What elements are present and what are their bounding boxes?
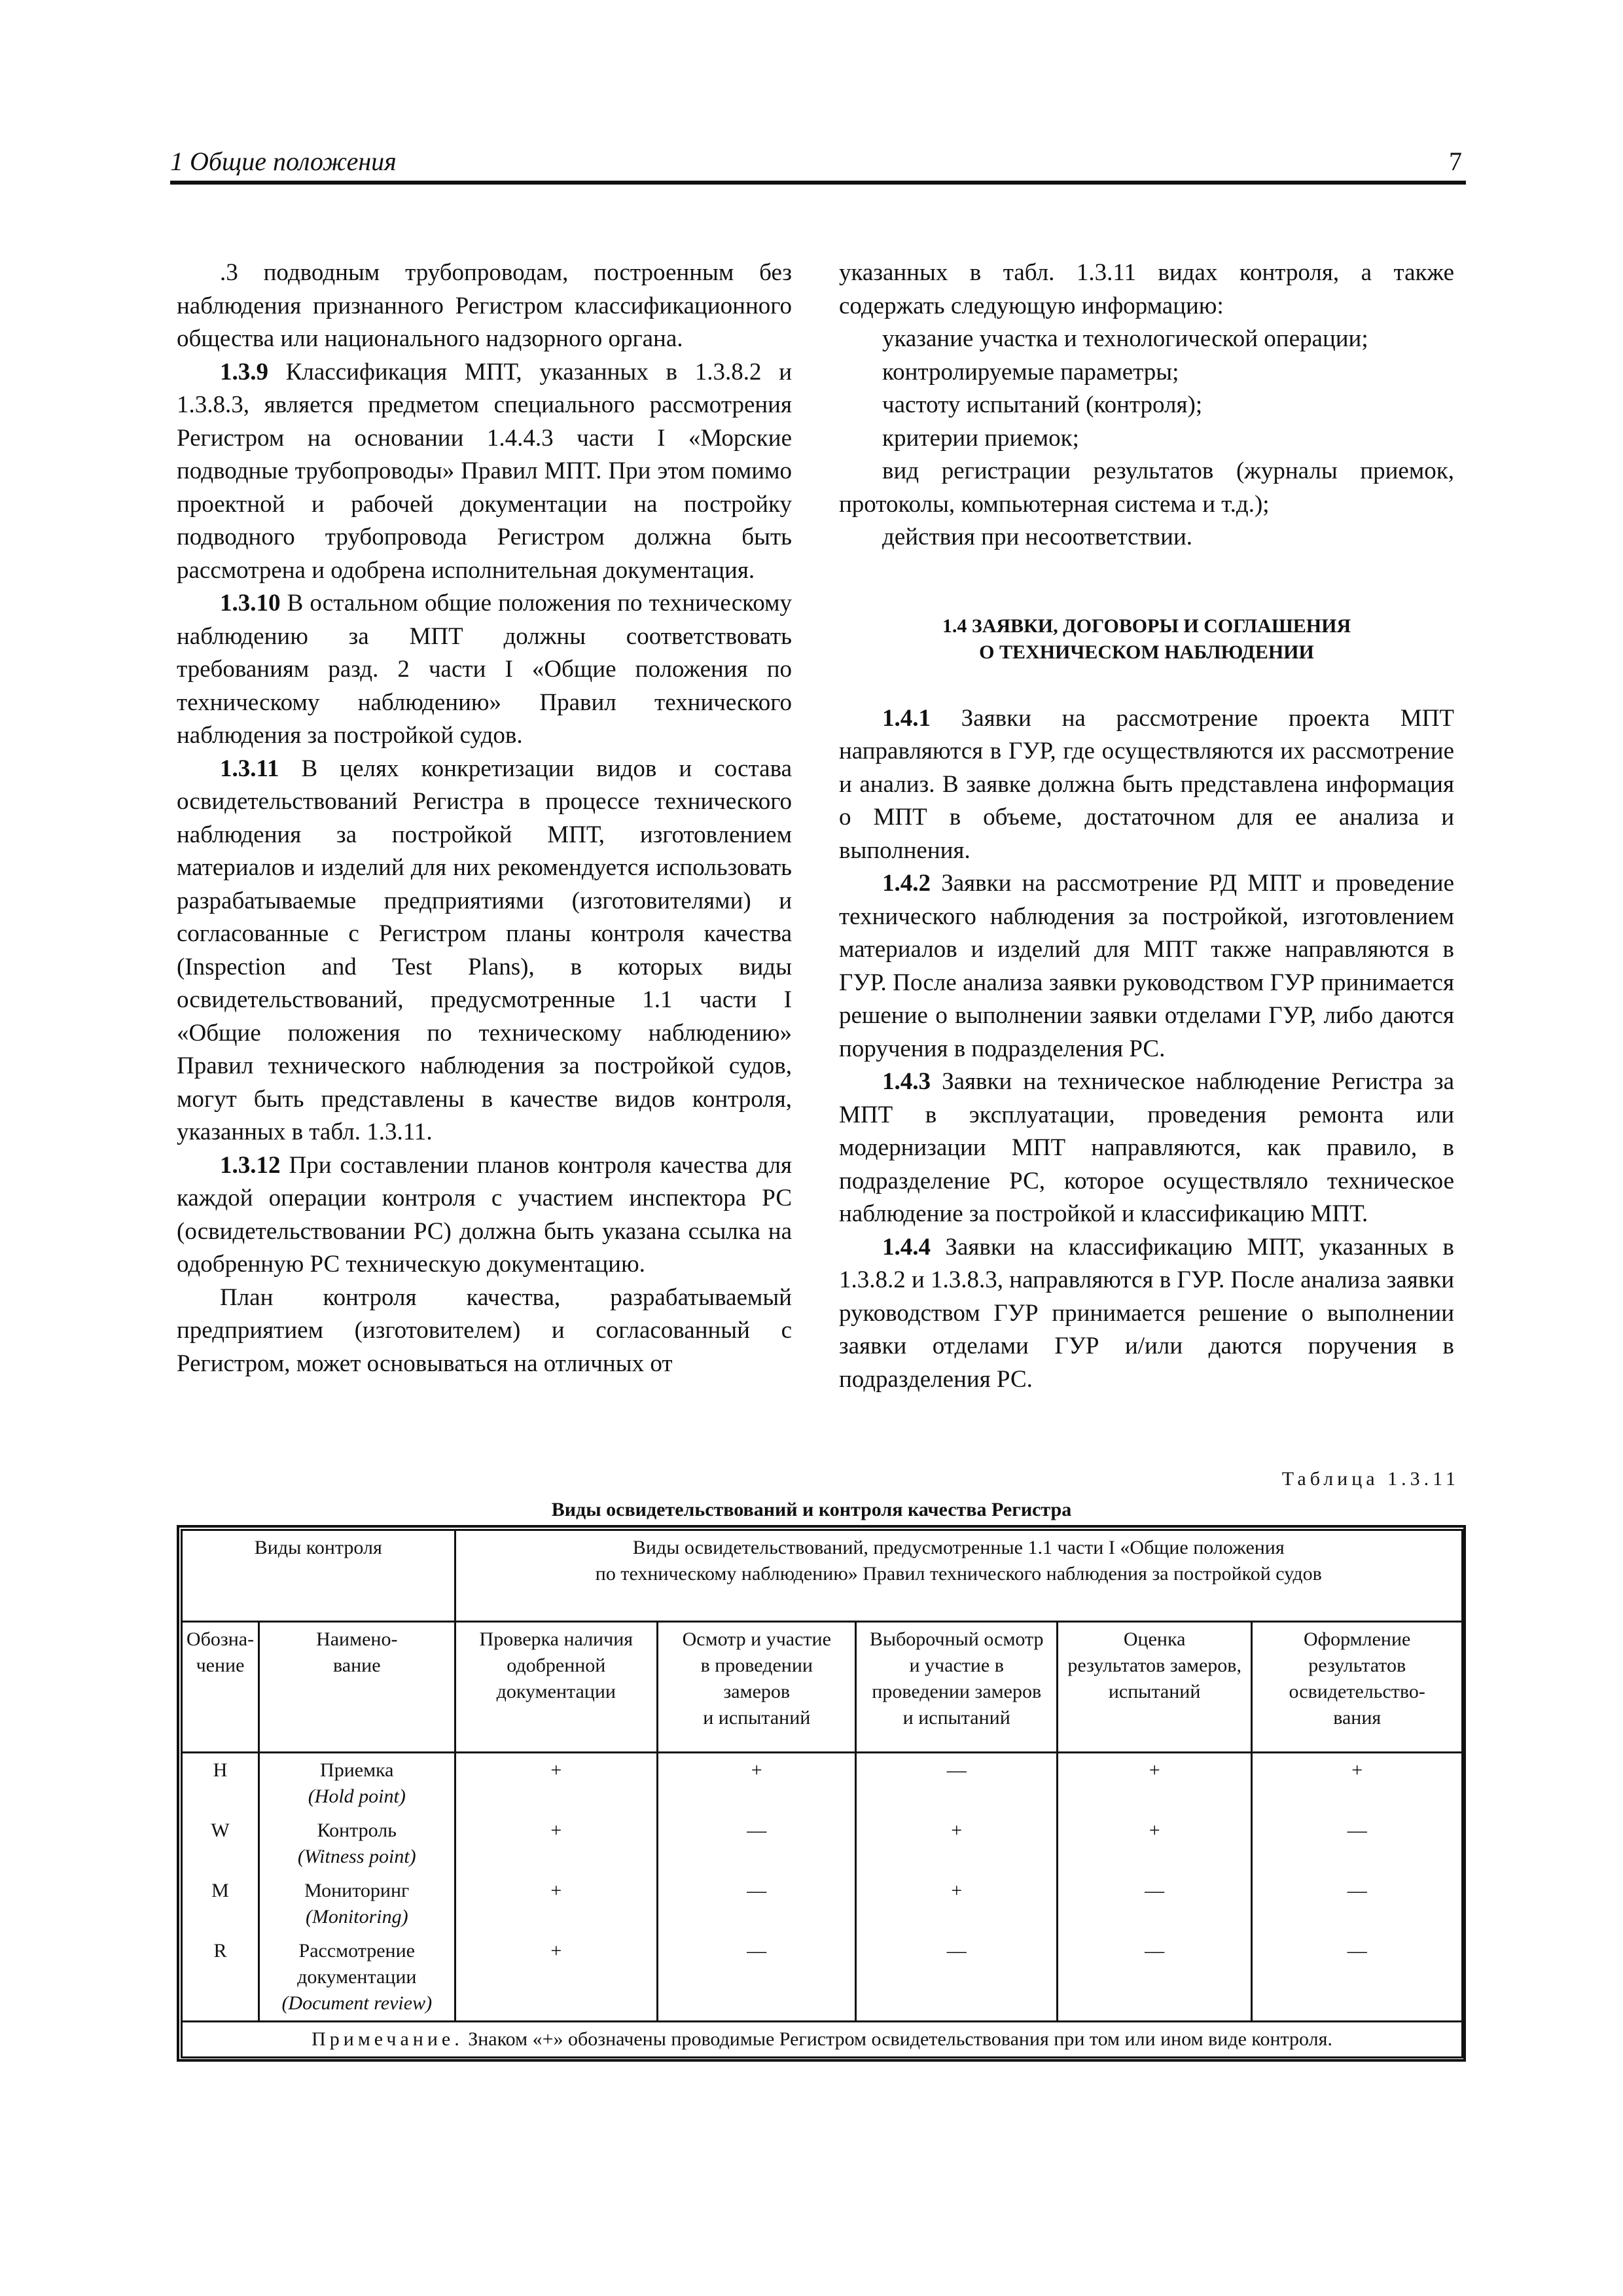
row-mark: + bbox=[455, 1753, 658, 1814]
right-intro: указанных в табл. 1.3.11 видах контроля, а также содержать следующую информацию: bbox=[839, 259, 1454, 319]
clause-number: 1.4.3 bbox=[882, 1068, 931, 1095]
left-column bbox=[177, 257, 792, 1380]
row-mark: — bbox=[1252, 1934, 1463, 2022]
row-mark: — bbox=[1252, 1874, 1463, 1934]
row-code: R bbox=[182, 1934, 259, 2022]
row-name: Мониторинг (Monitoring) bbox=[259, 1874, 455, 1934]
section-title: 1.4 ЗАЯВКИ, ДОГОВОРЫ И СОГЛАШЕНИЯ О ТЕХНИЧЕСКОМ НАБЛЮДЕНИИ bbox=[942, 615, 1351, 663]
row-mark: + bbox=[856, 1874, 1057, 1934]
paragraph: 1.4.1 Заявки на рассмотрение проекта МПТ направляются в ГУР, где осуществляются их рассмотрение и анализ. В заявке должна быть представлена информация о МПТ в объеме, достаточном для ее анализа и выполнения. bbox=[839, 704, 1454, 864]
table-note-row bbox=[182, 2022, 1463, 2058]
row-mark: — bbox=[1057, 1874, 1251, 1934]
paragraph: План контроля качества, разрабатываемый предприятием (изготовителем) и согласованный с Регистром, может основываться на отличных от bbox=[177, 1283, 792, 1377]
list-item: контролируемые параметры; bbox=[882, 358, 1179, 386]
clause-number: 1.4.1 bbox=[882, 704, 931, 732]
table-note: Примечание. Знаком «+» обозначены проводимые Регистром освидетельствования при том или ином виде контроля. bbox=[182, 2022, 1463, 2058]
page-number: 7 bbox=[1449, 147, 1462, 176]
requirement-list bbox=[839, 323, 1454, 554]
page-header bbox=[170, 144, 1466, 185]
table-row bbox=[182, 1814, 1463, 1874]
row-name-en: (Document review) bbox=[281, 1992, 433, 2014]
row-mark: + bbox=[1252, 1753, 1463, 1814]
row-code: M bbox=[182, 1874, 259, 1934]
clause-number: 1.3.11 bbox=[220, 755, 279, 782]
table-row bbox=[182, 1934, 1463, 2022]
clause-number: 1.3.9 bbox=[220, 358, 268, 386]
list-item: частоту испытаний (контроля); bbox=[882, 391, 1203, 418]
table-column-header bbox=[182, 1622, 1463, 1753]
table-row bbox=[182, 1874, 1463, 1934]
col-survey-header: Оформление результатов освидетельство- вания bbox=[1252, 1622, 1463, 1753]
row-name: Контроль (Witness point) bbox=[259, 1814, 455, 1874]
paragraph: 1.3.10 В остальном общие положения по техническому наблюдению за МПТ должны соответствовать требованиям разд. 2 части I «Общие положения по техническому наблюдению» Правил технического наблюдения за постройкой судов. bbox=[177, 590, 792, 749]
section-paragraphs bbox=[839, 702, 1454, 1397]
paragraph: 1.3.12 При составлении планов контроля качества для каждой операции контроля с участием инспектора РС (освидетельствовании РС) должна быть указана ссылка на одобренную РС техническую документацию. bbox=[177, 1151, 792, 1278]
table-group-header bbox=[182, 1530, 1463, 1622]
clause-number: 1.4.4 bbox=[882, 1233, 931, 1261]
paragraph: 1.4.2 Заявки на рассмотрение РД МПТ и проведение технического наблюдения за постройкой, изготовлением материалов и изделий для МПТ также направляются в ГУР. После анализа заявки руководством ГУР принимается решение о выполнении заявки отделами ГУР, либо даются поручения в подразделения РС. bbox=[839, 870, 1454, 1062]
list-item: указание участка и технологической операции; bbox=[882, 325, 1368, 352]
row-mark: + bbox=[856, 1814, 1057, 1874]
clause-number: 1.3.12 bbox=[220, 1151, 281, 1179]
row-mark: — bbox=[658, 1814, 856, 1874]
col-code-header: Обозна- чение bbox=[182, 1622, 259, 1753]
paragraph: 1.3.11 В целях конкретизации видов и состава освидетельствований Регистра в процессе технического наблюдения за постройкой МПТ, изготовлением материалов и изделий для них рекомендуется использовать разрабатываемые предприятиями (изготовителями) и согласованные с Регистром планы контроля качества (Inspection and Test Plans), в которых виды освидетельствований, предусмотренные 1.1 части I «Общие положения по техническому наблюдению» Правил технического наблюдения за постройкой судов, могут быть представлены в качестве видов контроля, указанных в табл. 1.3.11. bbox=[177, 755, 792, 1145]
row-mark: + bbox=[658, 1753, 856, 1814]
right-column bbox=[839, 257, 1454, 1396]
table-caption: Виды освидетельствований и контроля качества Регистра bbox=[551, 1499, 1072, 1520]
row-mark: + bbox=[1057, 1814, 1251, 1874]
clause-number: 1.3.10 bbox=[220, 590, 281, 617]
col-survey-header: Проверка наличия одобренной документации bbox=[455, 1622, 658, 1753]
row-name: Приемка (Hold point) bbox=[259, 1753, 455, 1814]
table-row bbox=[182, 1753, 1463, 1814]
col-survey-header: Осмотр и участие в проведении замеров и испытаний bbox=[658, 1622, 856, 1753]
row-code: W bbox=[182, 1814, 259, 1874]
paragraph: 1.4.3 Заявки на техническое наблюдение Регистра за МПТ в эксплуатации, проведения ремонта или модернизации МПТ направляются, как правило, в подразделение РС, которое осуществляло техническое наблюдение за постройкой и классификацию МПТ. bbox=[839, 1068, 1454, 1227]
paragraph: .3 подводным трубопроводам, построенным без наблюдения признанного Регистром классификационного общества или национального надзорного органа. bbox=[177, 259, 792, 352]
col-name-header: Наимено- вание bbox=[259, 1622, 455, 1753]
col-survey-header: Выборочный осмотр и участие в проведении замеров и испытаний bbox=[856, 1622, 1057, 1753]
row-code: H bbox=[182, 1753, 259, 1814]
row-mark: — bbox=[658, 1874, 856, 1934]
row-mark: — bbox=[856, 1753, 1057, 1814]
row-name-en: (Hold point) bbox=[308, 1785, 406, 1807]
row-mark: — bbox=[1252, 1814, 1463, 1874]
row-mark: — bbox=[658, 1934, 856, 2022]
row-mark: + bbox=[1057, 1753, 1251, 1814]
row-mark: — bbox=[856, 1934, 1057, 2022]
row-mark: + bbox=[455, 1814, 658, 1874]
table-label: Таблица 1.3.11 bbox=[1281, 1468, 1459, 1490]
row-name-en: (Monitoring) bbox=[305, 1906, 408, 1928]
list-item: вид регистрации результатов (журналы приемок, протоколы, компьютерная система и т.д.); bbox=[839, 457, 1454, 518]
row-name-en: (Witness point) bbox=[297, 1846, 416, 1867]
row-name: Рассмотрение документации (Document review) bbox=[259, 1934, 455, 2022]
col-survey-header: Оценка результатов замеров, испытаний bbox=[1057, 1622, 1251, 1753]
paragraph: 1.4.4 Заявки на классификацию МПТ, указанных в 1.3.8.2 и 1.3.8.3, направляются в ГУР. После анализа заявки руководством ГУР принимается решение о выполнении заявки отделами ГУР и/или даются поручения в подразделения РС. bbox=[839, 1233, 1454, 1393]
survey-table bbox=[181, 1529, 1463, 2058]
group-left-header: Виды контроля bbox=[182, 1530, 455, 1622]
running-title: 1 Общие положения bbox=[170, 147, 397, 176]
clause-number: 1.4.2 bbox=[882, 870, 931, 897]
row-mark: + bbox=[455, 1874, 658, 1934]
row-mark: + bbox=[455, 1934, 658, 2022]
row-mark: — bbox=[1057, 1934, 1251, 2022]
paragraph: 1.3.9 Классификация МПТ, указанных в 1.3.8.2 и 1.3.8.3, является предметом специального рассмотрения Регистром на основании 1.4.4.3 части I «Морские подводные трубопроводы» Правил МПТ. При этом помимо проектной и рабочей документации на постройку подводного трубопровода Регистром должна быть рассмотрена и одобрена исполнительная документация. bbox=[177, 358, 792, 584]
list-item: критерии приемок; bbox=[882, 424, 1079, 452]
list-item: действия при несоответствии. bbox=[882, 524, 1192, 550]
group-right-header: Виды освидетельствований, предусмотренные 1.1 части I «Общие положения по техническому наблюдению» Правил технического наблюдения за постройкой судов bbox=[455, 1530, 1462, 1622]
